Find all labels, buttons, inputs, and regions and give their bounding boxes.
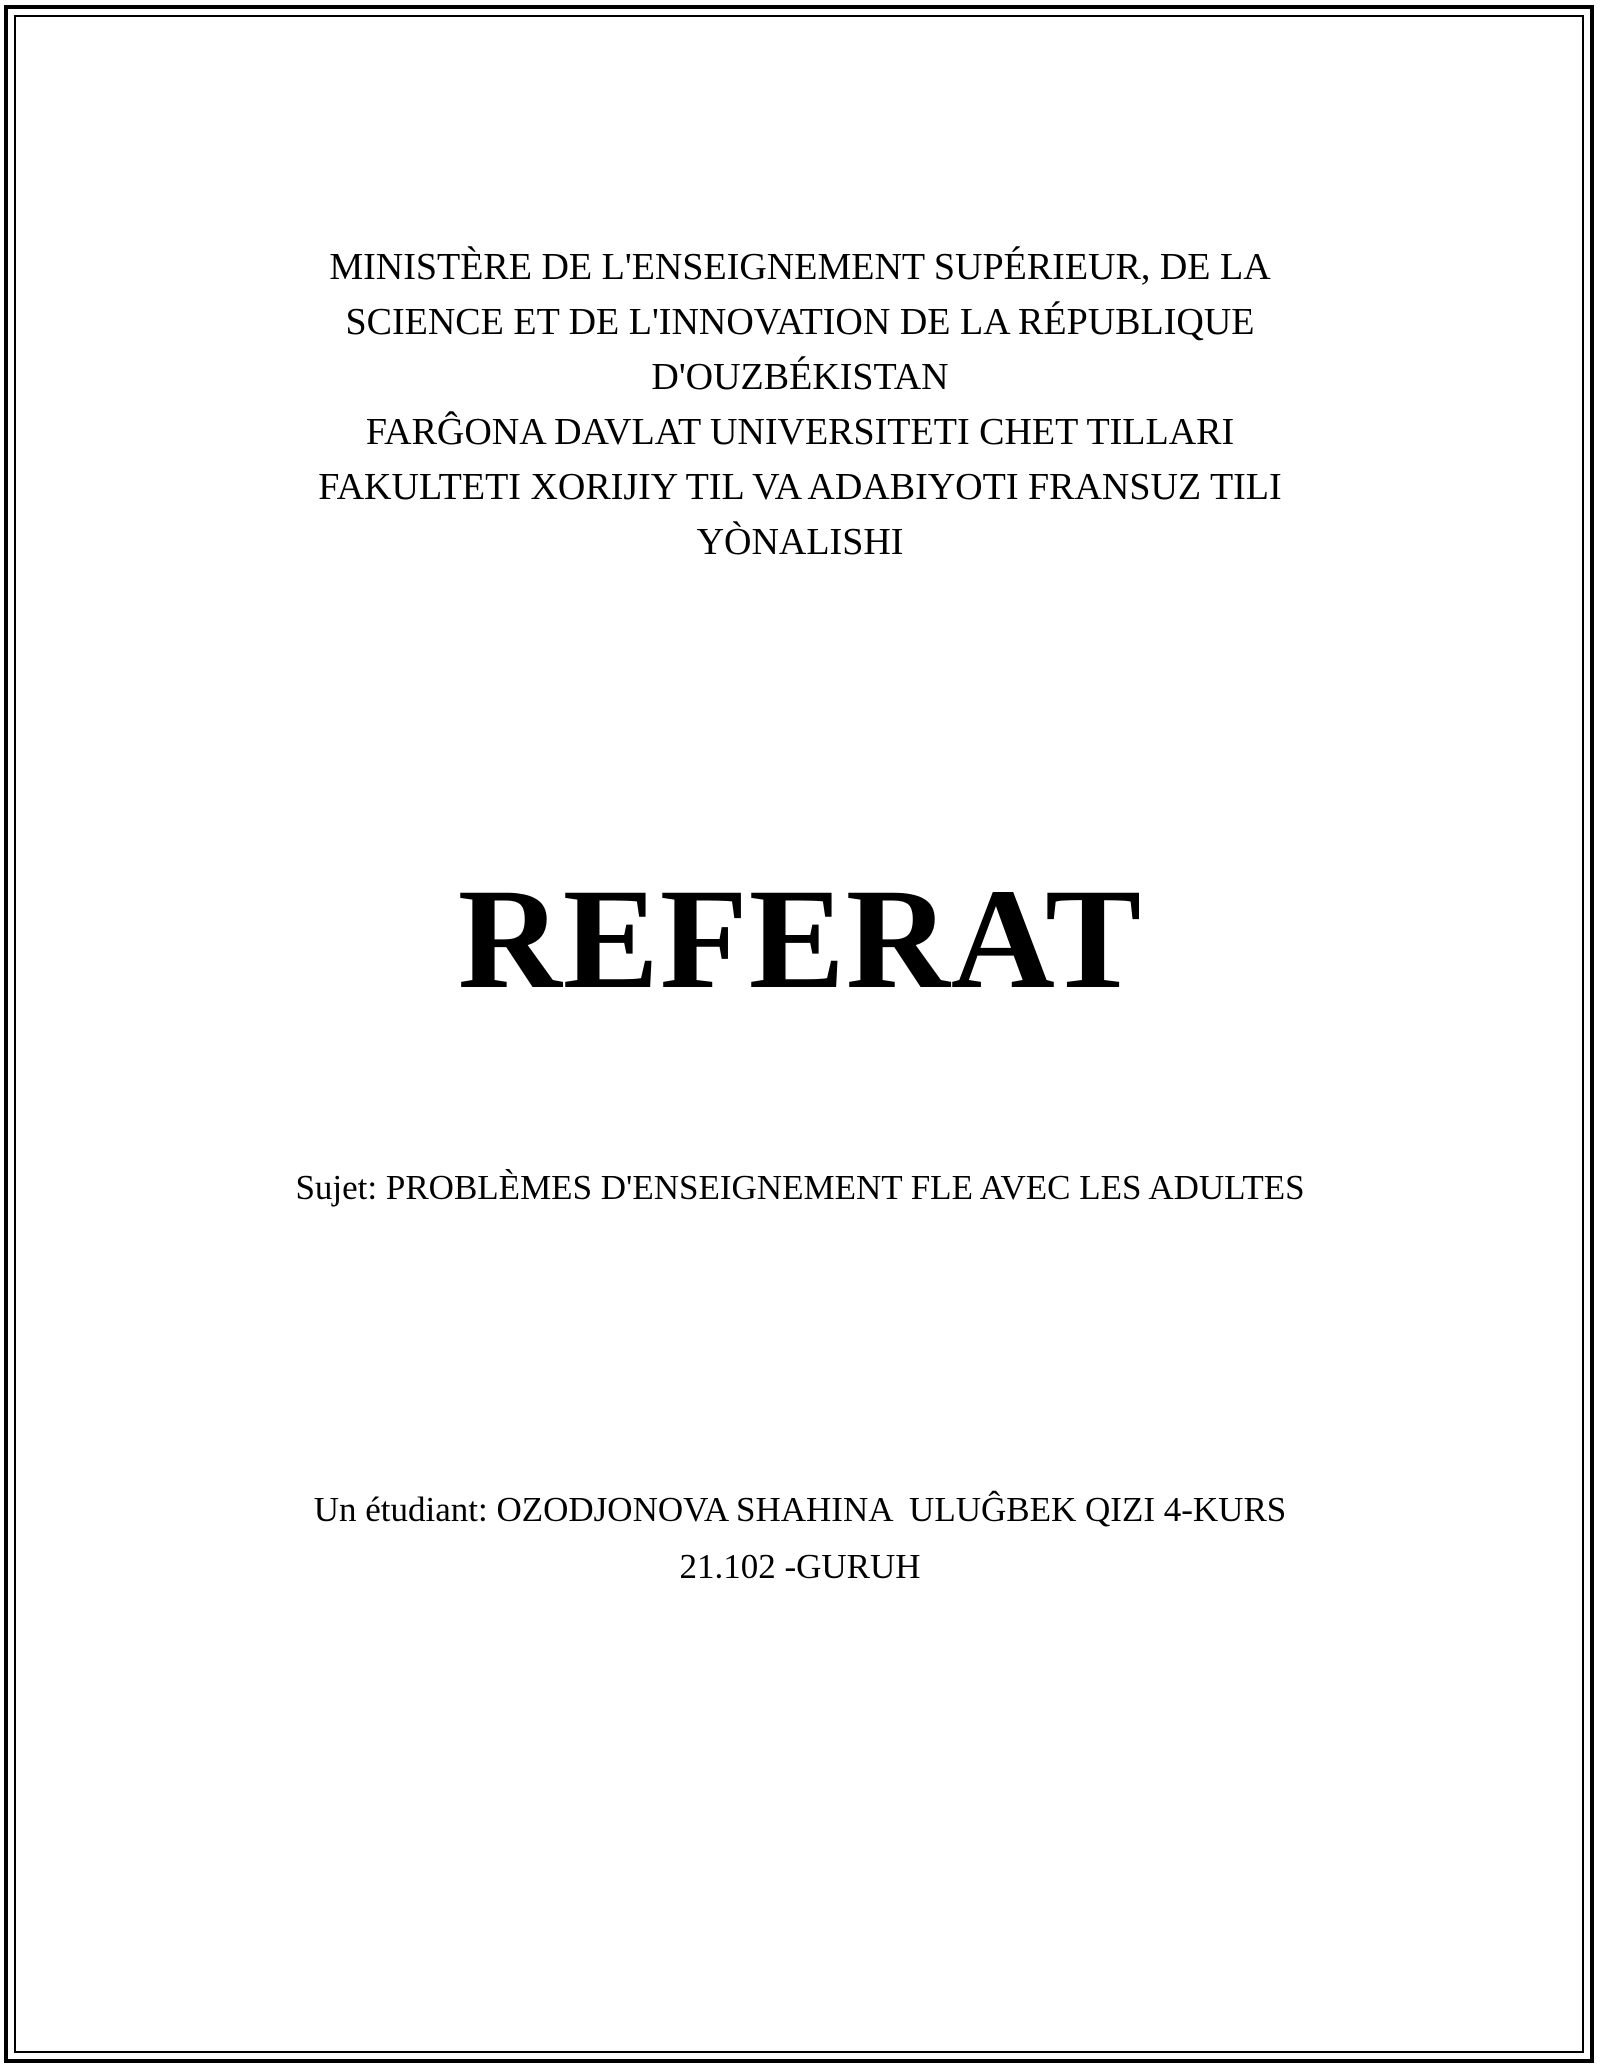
header-line: SCIENCE ET DE L'INNOVATION DE LA RÉPUBLIQUE (345, 301, 1255, 343)
document-title: REFERAT (457, 860, 1143, 1019)
institution-header (200, 240, 1400, 570)
header-line: FAKULTETI XORIJIY TIL VA ADABIYOTI FRANSUZ TILI (318, 466, 1282, 508)
header-line: FARĜONA DAVLAT UNIVERSITETI CHET TILLARI (365, 411, 1235, 453)
header-line: YÒNALISHI (696, 521, 904, 563)
subject-line: Sujet: PROBLÈMES D'ENSEIGNEMENT FLE AVEC LES ADULTES (295, 1168, 1305, 1207)
header-line: D'OUZBÉKISTAN (651, 356, 949, 398)
student-line: Un étudiant: OZODJONOVA SHAHINA ULUĜBEK QIZI 4-KURS (313, 1490, 1287, 1529)
student-info (200, 1481, 1400, 1595)
header-line: MINISTÈRE DE L'ENSEIGNEMENT SUPÉRIEUR, DE LA (329, 246, 1271, 288)
student-group-line: 21.102 -GURUH (679, 1547, 921, 1586)
